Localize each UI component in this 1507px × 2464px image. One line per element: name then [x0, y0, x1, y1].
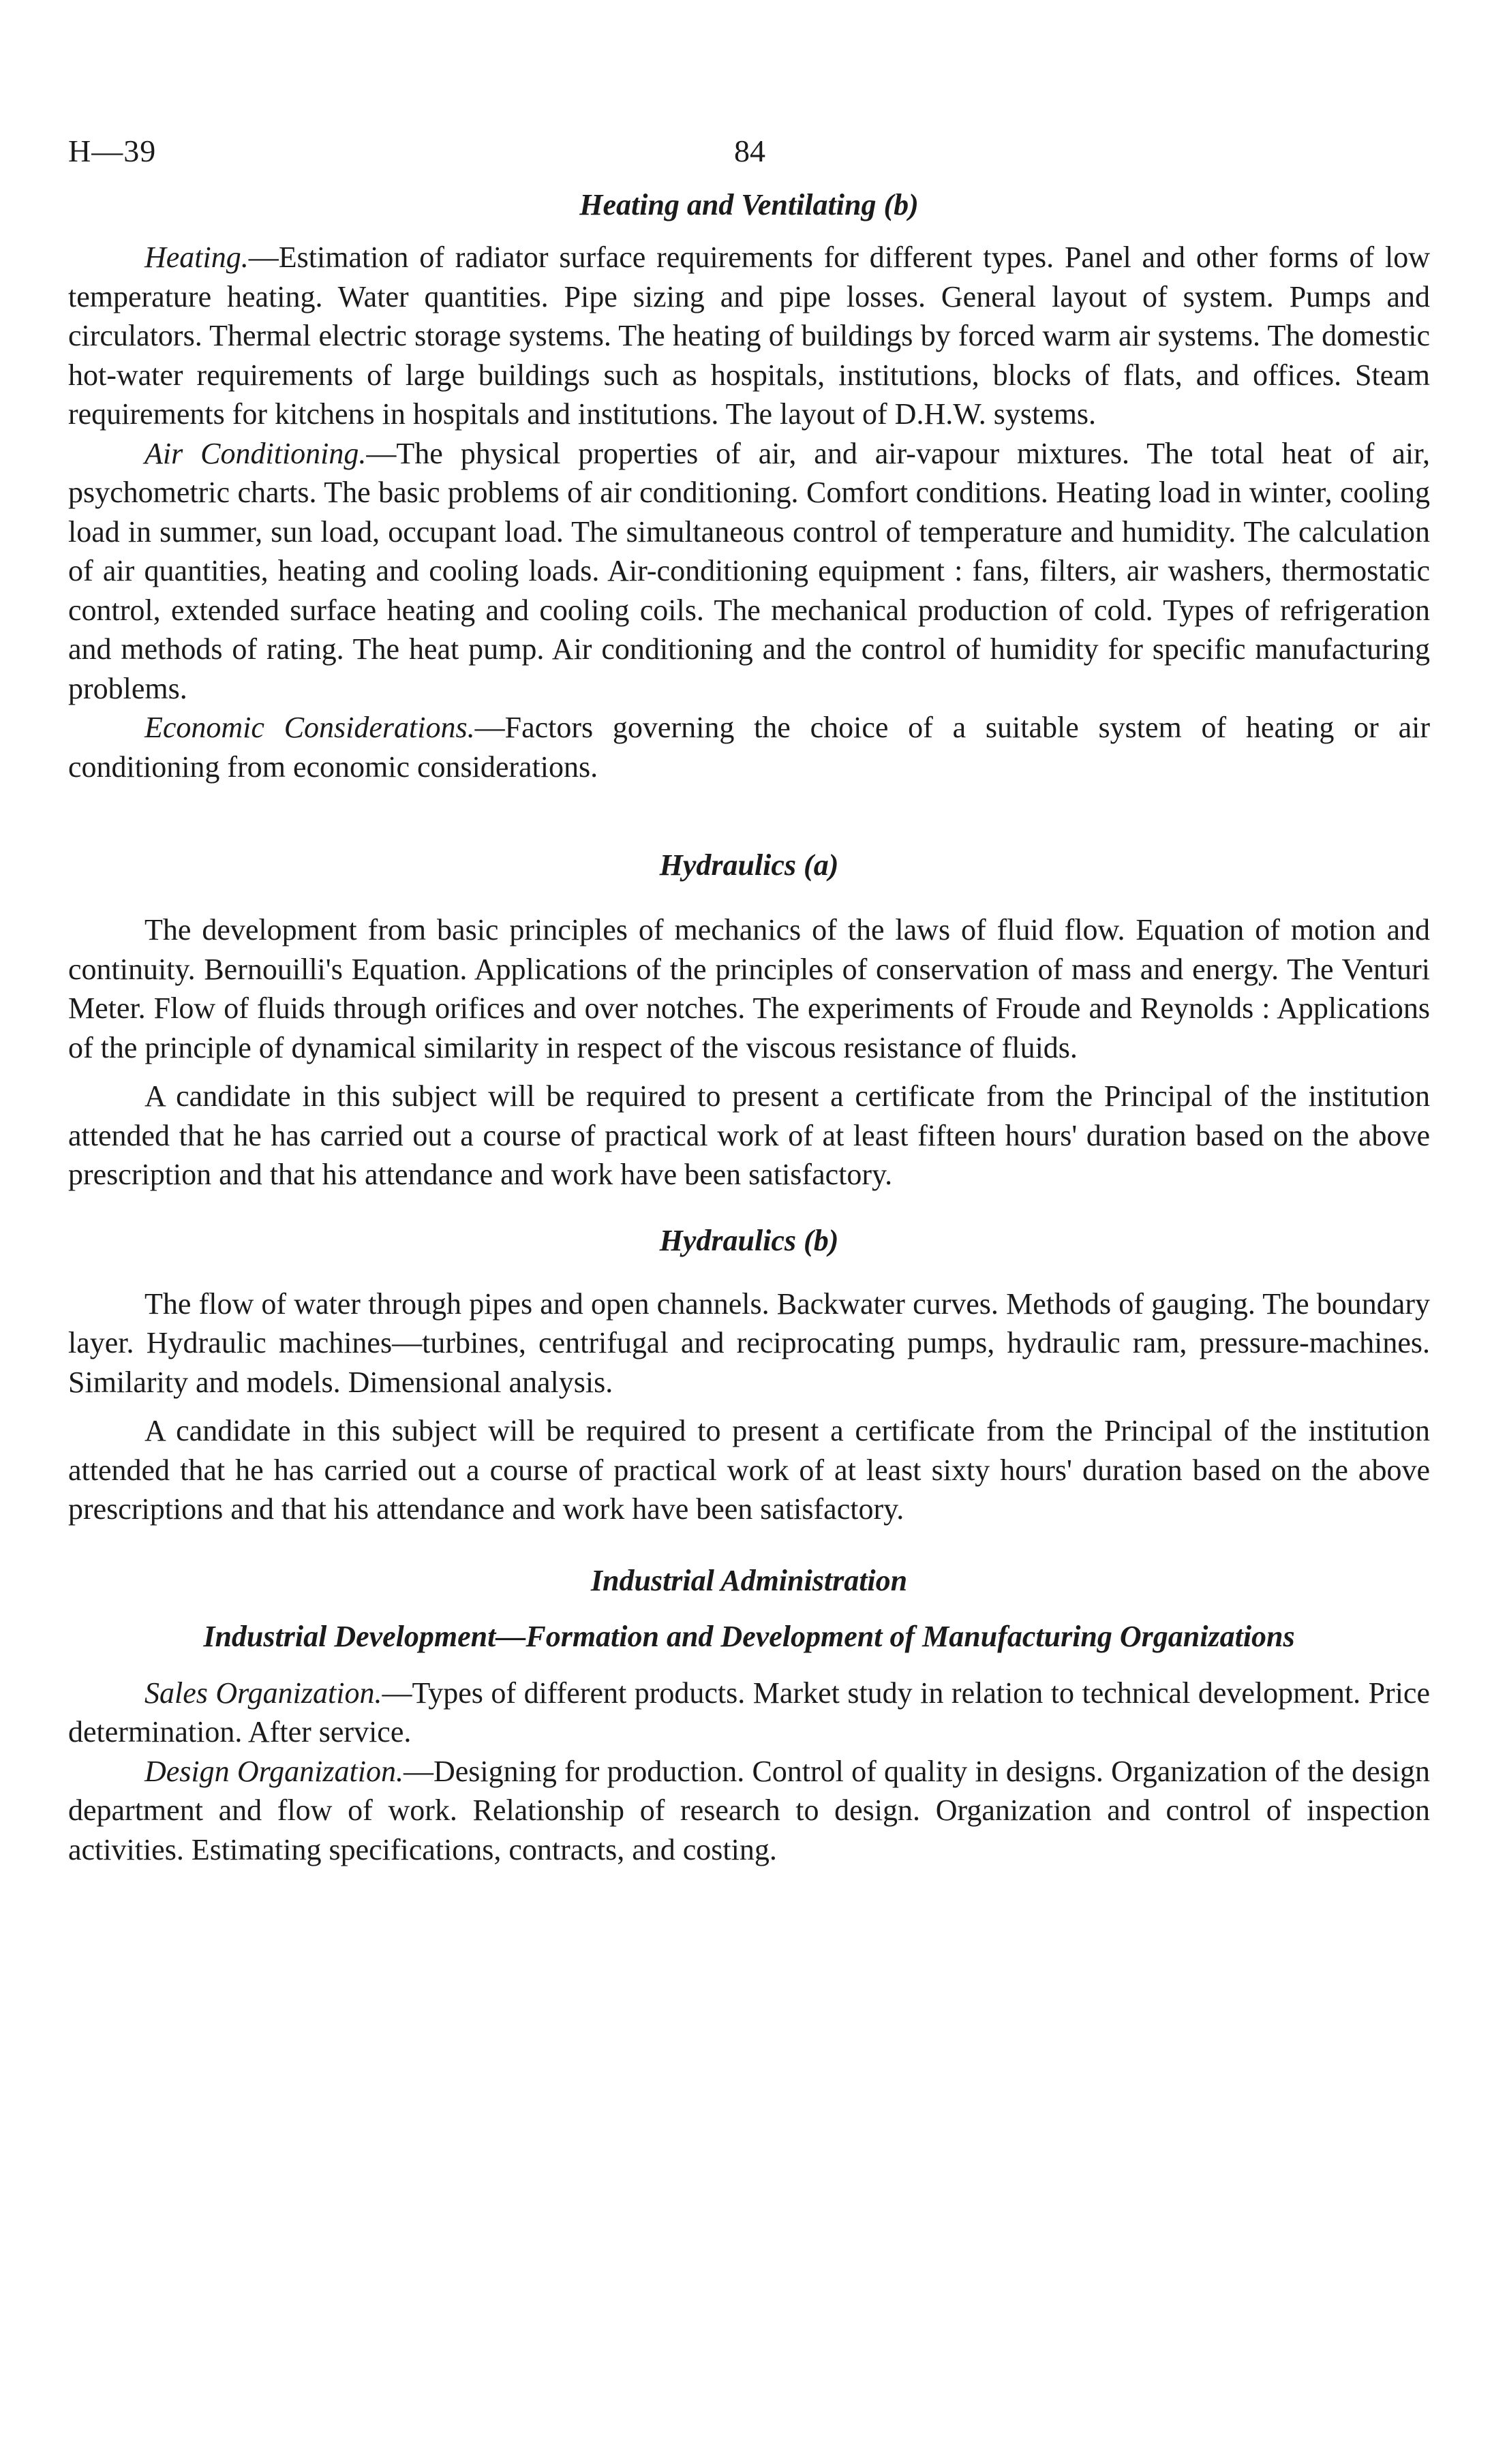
section-hydraulics-a: [68, 846, 1430, 1195]
paragraph-lead: Economic Considerations.: [144, 711, 475, 744]
section-industrial-administration: [68, 1562, 1430, 1870]
page-number: 84: [734, 134, 765, 168]
paragraph: [68, 708, 1430, 786]
paragraph: [68, 434, 1430, 709]
document-reference: H—39: [68, 134, 157, 168]
paragraph-text: —Designing for production. Control of quality in designs. Organization of the design department and flow of work. Relationship of research to design. Organization and control of inspection activities. Estimating specifications, contracts, and costing.: [68, 1754, 1430, 1866]
paragraph-text: —Types of different products. Market study in relation to technical development. Price determination. After service.: [68, 1676, 1430, 1749]
section-title: Hydraulics (b): [659, 1223, 839, 1257]
paragraph: [68, 1752, 1430, 1870]
paragraph: The development from basic principles of mechanics of the laws of fluid flow. Equation of motion and continuity. Bernouilli's Equation. Applications of the principles of conservation of mass and energy. The Venturi Meter. Flow of fluids through orifices and over notches. The experiments of Froude and Reynolds : Applications of the principle of dynamical similarity in respect of the viscous resistance of fluids.: [68, 913, 1430, 1064]
section-title: Heating and Ventilating (b): [579, 188, 919, 221]
document-page: [68, 133, 1430, 1869]
paragraph-text: —Estimation of radiator surface requirements for different types. Panel and other forms of low temperature heating. Water quantities. Pipe sizing and pipe losses. General layout of system. Pumps and circulators. Thermal electric storage systems. The heating of buildings by forced warm air systems. The domestic hot-water requirements of large buildings such as hospitals, institutions, blocks of flats, and offices. Steam requirements for kitchens in hospitals and institutions. The layout of D.H.W. systems.: [68, 241, 1430, 431]
section-title: Hydraulics (a): [659, 848, 839, 882]
paragraph-text: —The physical properties of air, and air-vapour mixtures. The total heat of air, psychometric charts. The basic problems of air conditioning. Comfort conditions. Heating load in winter, cooling load in summer, sun load, occupant load. The simultaneous control of temperature and humidity. The calculation of air quantities, heating and cooling loads. Air-conditioning equipment : fans, filters, air washers, thermostatic control, extended surface heating and cooling coils. The mechanical production of cold. Types of refrigeration and methods of rating. The heat pump. Air conditioning and the control of humidity for specific manufacturing problems.: [68, 436, 1430, 705]
paragraph: A candidate in this subject will be required to present a certificate from the Principal of the institution attended that he has carried out a course of practical work of at least sixty hours' duration based on the above prescriptions and that his attendance and work have been satisfactory.: [68, 1414, 1430, 1526]
page-header: [68, 133, 1430, 181]
paragraph: [68, 1674, 1430, 1752]
paragraph-text: —Factors governing the choice of a suitable system of heating or air conditioning from economic considerations.: [68, 711, 1431, 784]
section-title: Industrial Administration: [590, 1563, 908, 1597]
paragraph: [68, 238, 1430, 434]
paragraph-lead: Sales Organization.: [144, 1676, 382, 1710]
section-heating-ventilating-b: [68, 186, 1430, 786]
section-hydraulics-b: [68, 1222, 1430, 1529]
paragraph-lead: Heating.: [144, 241, 249, 274]
paragraph: The flow of water through pipes and open channels. Backwater curves. Methods of gauging. The boundary layer. Hydraulic machines—turbines, centrifugal and reciprocating pumps, hydraulic ram, pressure-machines. Similarity and models. Dimensional analysis.: [68, 1287, 1430, 1399]
paragraph-lead: Air Conditioning.: [144, 436, 367, 470]
paragraph-lead: Design Organization.: [144, 1754, 404, 1788]
paragraph: A candidate in this subject will be required to present a certificate from the Principal of the institution attended that he has carried out a course of practical work of at least fifteen hours' duration based on the above prescription and that his attendance and work have been satisfactory.: [68, 1079, 1430, 1191]
section-subtitle: Industrial Development—Formation and Development of Manufacturing Organizations: [203, 1619, 1295, 1653]
